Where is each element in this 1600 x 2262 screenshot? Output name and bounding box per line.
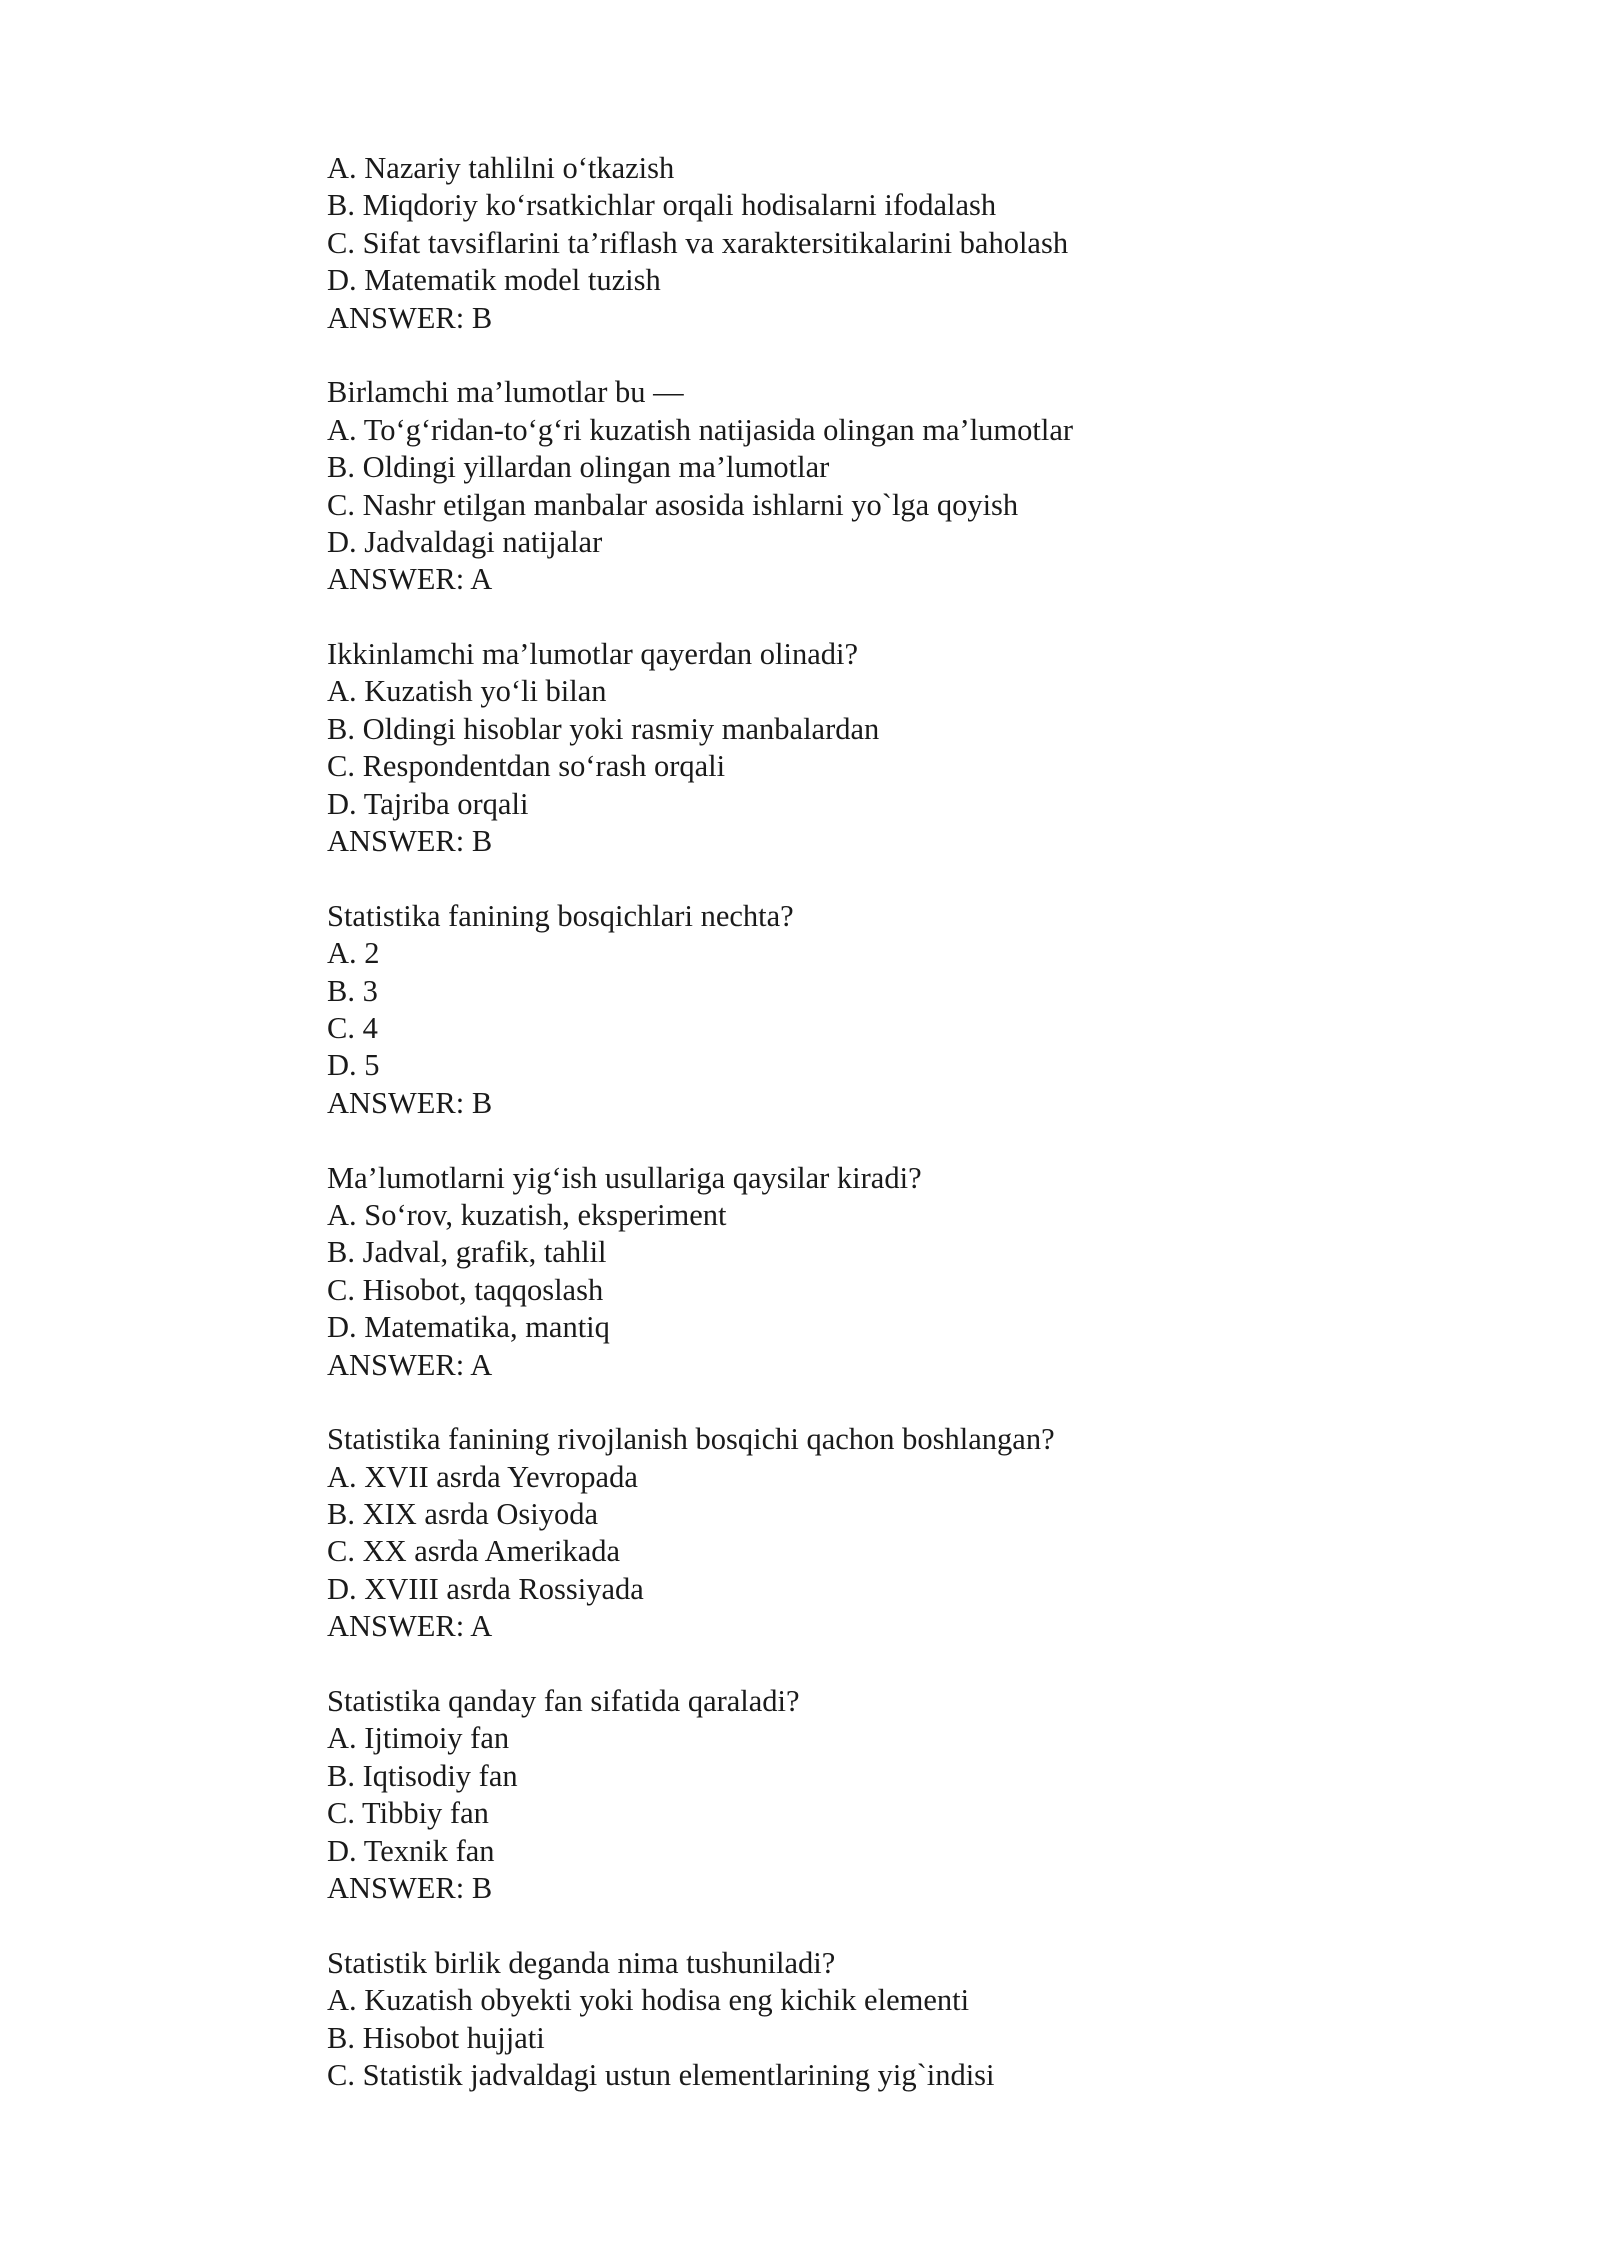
option-b: B. XIX asrda Osiyoda	[327, 1497, 599, 1532]
block-spacer	[327, 1907, 1477, 1944]
option-a: A. So‘rov, kuzatish, eksperiment	[327, 1197, 727, 1232]
option-b: B. Iqtisodiy fan	[327, 1758, 518, 1793]
option-a: A. Nazariy tahlilni o‘tkazish	[327, 151, 675, 185]
answer-line: ANSWER: A	[327, 1609, 493, 1644]
block-spacer	[327, 1122, 1477, 1159]
option-d: D. Matematik model tuzish	[327, 263, 661, 298]
question-text: Statistik birlik deganda nima tushuniladi?	[327, 1945, 836, 1980]
question-text: Statistika fanining rivojlanish bosqichi qachon boshlangan?	[327, 1422, 1055, 1457]
option-b: B. Oldingi yillardan olingan ma’lumotlar	[327, 450, 830, 485]
option-c: C. Sifat tavsiflarini ta’riflash va xaraktersitikalarini baholash	[327, 225, 1069, 260]
block-spacer	[327, 599, 1477, 636]
question-text: Birlamchi ma’lumotlar bu —	[327, 375, 684, 410]
option-c: C. 4	[327, 1010, 378, 1045]
question-block	[327, 374, 1477, 598]
option-a: A. Kuzatish obyekti yoki hodisa eng kichik elementi	[327, 1983, 970, 2018]
block-spacer	[327, 1384, 1477, 1421]
option-a: A. To‘g‘ridan-to‘g‘ri kuzatish natijasida olingan ma’lumotlar	[327, 412, 1074, 447]
question-block	[327, 1421, 1477, 1645]
option-b: B. Hisobot hujjati	[327, 2020, 545, 2055]
answer-line: ANSWER: B	[327, 1085, 493, 1120]
option-c: C. Statistik jadvaldagi ustun elementlarining yig`indisi	[327, 2057, 995, 2092]
option-b: B. 3	[327, 973, 378, 1008]
option-b: B. Miqdoriy ko‘rsatkichlar orqali hodisalarni ifodalash	[327, 188, 997, 223]
question-text: Ma’lumotlarni yig‘ish usullariga qaysilar kiradi?	[327, 1160, 922, 1195]
option-c: C. Nashr etilgan manbalar asosida ishlarni yo`lga qoyish	[327, 487, 1019, 522]
block-spacer	[327, 860, 1477, 897]
option-b: B. Jadval, grafik, tahlil	[327, 1235, 607, 1270]
option-d: D. XVIII asrda Rossiyada	[327, 1571, 644, 1606]
question-block	[327, 1160, 1477, 1384]
option-a: A. XVII asrda Yevropada	[327, 1459, 638, 1494]
answer-line: ANSWER: A	[327, 562, 493, 597]
question-block	[327, 1683, 1477, 1907]
answer-line: ANSWER: B	[327, 824, 493, 859]
question-block	[327, 150, 1477, 337]
option-b: B. Oldingi hisoblar yoki rasmiy manbalardan	[327, 711, 880, 746]
question-block	[327, 898, 1477, 1122]
option-a: A. Kuzatish yo‘li bilan	[327, 674, 607, 709]
question-block	[327, 1945, 1477, 2095]
option-a: A. Ijtimoiy fan	[327, 1721, 510, 1756]
option-d: D. Matematika, mantiq	[327, 1310, 610, 1345]
option-a: A. 2	[327, 936, 380, 971]
answer-line: ANSWER: A	[327, 1347, 493, 1382]
question-text: Statistika qanday fan sifatida qaraladi?	[327, 1684, 800, 1719]
option-c: C. Respondentdan so‘rash orqali	[327, 749, 726, 784]
option-c: C. Tibbiy fan	[327, 1796, 489, 1831]
option-d: D. Jadvaldagi natijalar	[327, 524, 603, 559]
question-text: Ikkinlamchi ma’lumotlar qayerdan olinadi?	[327, 637, 859, 672]
answer-line: ANSWER: B	[327, 1870, 493, 1905]
question-block	[327, 636, 1477, 860]
block-spacer	[327, 1646, 1477, 1683]
option-d: D. 5	[327, 1048, 380, 1083]
option-d: D. Texnik fan	[327, 1833, 495, 1868]
answer-line: ANSWER: B	[327, 300, 493, 335]
document-page	[327, 150, 1477, 2094]
option-d: D. Tajriba orqali	[327, 786, 529, 821]
option-c: C. Hisobot, taqqoslash	[327, 1272, 604, 1307]
block-spacer	[327, 337, 1477, 374]
option-c: C. XX asrda Amerikada	[327, 1534, 621, 1569]
question-text: Statistika fanining bosqichlari nechta?	[327, 898, 794, 933]
